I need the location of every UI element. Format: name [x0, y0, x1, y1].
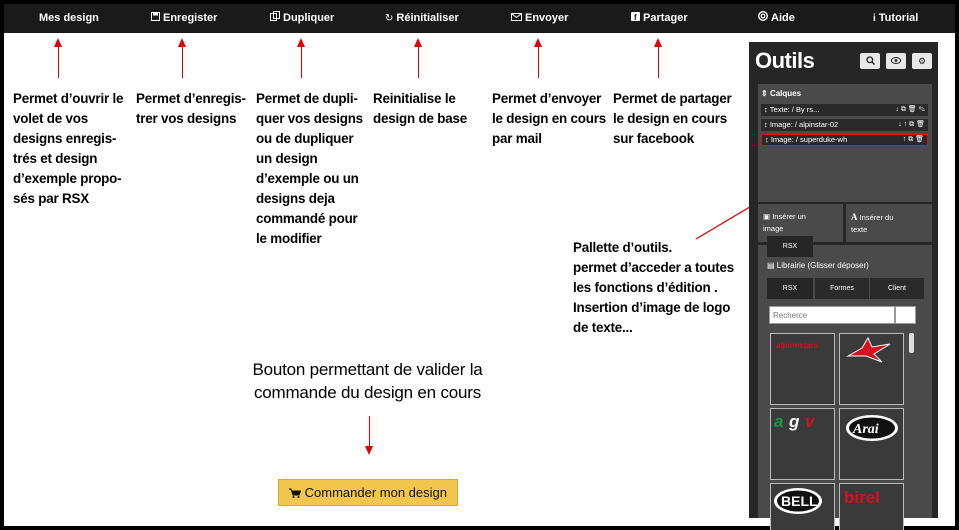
svg-text:a: a [774, 412, 784, 431]
svg-text:birel: birel [844, 488, 880, 507]
tab-client[interactable] [870, 278, 924, 299]
nav-label: Réinitialiser [396, 12, 459, 24]
image-icon: ▣ [763, 212, 771, 221]
sort-icon: ⇕ [761, 89, 768, 98]
annotation-palette: Pallette d’outils. permet d’acceder a toutes les fonctions d’édition . Insertion d’image de logo de texte... [573, 240, 734, 335]
annotation-partager: Permet de partager le design en cours sur facebook [613, 91, 732, 146]
layer-actions[interactable]: ↓ ⧉ 🗑 ✎ [895, 106, 925, 113]
tab-label: Client [888, 285, 906, 292]
cart-icon [289, 485, 305, 500]
nav-label: Aide [771, 12, 795, 24]
nav-label: Dupliquer [283, 12, 335, 24]
layer-item[interactable] [761, 104, 928, 116]
facebook-icon [631, 4, 640, 33]
layers-title: Calques [769, 89, 802, 98]
nav-partager[interactable] [631, 4, 688, 33]
layer-label: Texte: / By rs... [769, 105, 820, 114]
logo-arai[interactable] [839, 408, 904, 480]
tab-rsx[interactable] [767, 236, 813, 257]
layers-section [758, 84, 932, 202]
drag-handle-icon[interactable]: ↕ [765, 135, 769, 144]
tab-rsx-active[interactable] [767, 278, 813, 299]
svg-text:f: f [634, 13, 637, 21]
tab-label: RSX [782, 285, 798, 292]
refresh-icon: ↻ [385, 13, 394, 24]
library-search-button[interactable] [895, 306, 916, 324]
library-scrollbar[interactable] [909, 333, 914, 353]
logo-agv[interactable] [770, 408, 835, 480]
nav-mes-design[interactable] [39, 4, 99, 33]
annotation-enregister: Permet d’enregis- trer vos designs [136, 91, 246, 126]
library-header [767, 261, 869, 270]
nav-tutorial[interactable] [873, 4, 918, 33]
svg-text:alpinestars: alpinestars [776, 341, 819, 350]
nav-dupliquer[interactable] [270, 4, 334, 33]
annotation-mes-design: Permet d’ouvrir le volet de vos designs enregis- trés et design d’exemple propo- sés par RSX [13, 91, 124, 206]
search-button[interactable] [860, 53, 880, 69]
library-title: Librairie (Glisser déposer) [776, 261, 869, 270]
order-button-label: Commander mon design [304, 485, 447, 500]
nav-reinitialiser[interactable] [385, 4, 459, 33]
nav-label: Tutorial [878, 12, 919, 24]
font-icon: A [851, 212, 858, 222]
lifebuoy-icon [758, 4, 768, 33]
annotation-order-button: Bouton permettant de valider la commande du design en cours [252, 360, 483, 402]
svg-text:Arai: Arai [853, 422, 879, 437]
annotation-envoyer: Permet d’envoyer le design en cours par mail [492, 91, 606, 146]
tab-formes[interactable] [815, 278, 869, 299]
copy-icon [270, 4, 280, 33]
layer-item-selected[interactable] [761, 134, 928, 146]
tab-label: Formes [830, 285, 854, 292]
order-button[interactable] [278, 479, 458, 506]
nav-label: Envoyer [525, 12, 569, 24]
layers-header [761, 89, 801, 98]
tab-label: RSX [782, 243, 798, 250]
save-icon [151, 4, 160, 33]
annotation-reinitialiser: Reinitialise le design de base [373, 91, 467, 126]
nav-aide[interactable] [758, 4, 795, 33]
eye-icon [891, 57, 901, 64]
logo-bell[interactable] [770, 483, 835, 530]
drag-handle-icon[interactable]: ↕ [764, 105, 768, 114]
envelope-icon [511, 4, 522, 33]
layer-item[interactable] [761, 119, 928, 131]
library-search-input[interactable] [769, 306, 895, 324]
drag-handle-icon[interactable]: ↕ [764, 120, 768, 129]
insert-text-label: Insérer du texte [851, 213, 894, 234]
preview-button[interactable] [886, 53, 906, 69]
insert-text-button[interactable] [846, 204, 932, 242]
logo-alpinestars-star[interactable] [839, 333, 904, 405]
layer-label: Image: / alpinstar-02 [769, 120, 839, 129]
annotation-dupliquer: Permet de dupli- quer vos designs ou de dupliquer un design d’exemple ou un designs deja commandé pour le modifier [256, 91, 363, 246]
layer-actions[interactable]: ↓ ↑ ⧉ 🗑 [898, 121, 925, 128]
search-icon [866, 56, 875, 65]
layer-label: Image: / superduke-wh [770, 135, 848, 144]
nav-label: Enregister [163, 12, 218, 24]
nav-label: Partager [643, 12, 688, 24]
logo-birel[interactable] [839, 483, 904, 530]
insert-image-label: Insérer un image [763, 212, 806, 233]
nav-label: Mes design [39, 12, 99, 24]
book-icon: ▤ [767, 261, 775, 270]
svg-text:v: v [805, 412, 815, 431]
nav-enregister[interactable] [151, 4, 217, 33]
gear-icon: ⚙ [917, 56, 927, 66]
nav-envoyer[interactable] [511, 4, 568, 33]
tools-title: Outils [755, 48, 815, 73]
layer-actions[interactable]: ↑ ⧉ 🗑 [902, 136, 924, 143]
top-navigation [4, 4, 955, 33]
logo-alpinestars[interactable] [770, 333, 835, 405]
svg-text:BELL: BELL [781, 493, 818, 509]
svg-text:g: g [789, 412, 800, 431]
info-icon: i [873, 13, 876, 24]
settings-button[interactable] [912, 53, 932, 69]
